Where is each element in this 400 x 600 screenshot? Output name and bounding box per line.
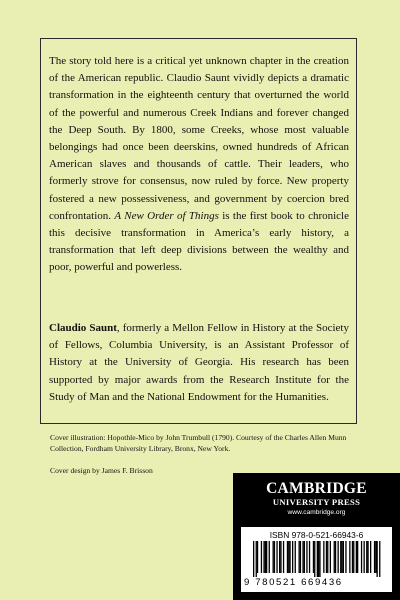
book-title-inline: A New Order of Things — [114, 209, 219, 222]
cover-design-credit: Cover design by James F. Brisson — [50, 466, 153, 475]
barcode-bar — [377, 541, 378, 577]
barcode-bar — [326, 541, 327, 573]
barcode-bar — [276, 541, 277, 573]
barcode-bar — [265, 541, 266, 573]
barcode-bar — [366, 541, 367, 573]
barcode-bar — [375, 541, 376, 573]
barcode-bar — [364, 541, 365, 573]
barcode-bar — [352, 541, 353, 573]
barcode-bar — [335, 541, 336, 573]
barcode-bar — [280, 541, 281, 573]
barcode-bar — [334, 541, 335, 573]
barcode-bar — [279, 541, 280, 573]
author-bio — [49, 320, 349, 406]
barcode-bar — [314, 541, 315, 577]
barcode-bar — [349, 541, 350, 573]
cover-illustration-credit: Cover illustration: Hopothle-Mico by John Trumbull (1790). Courtesy of the Charles Allen Munn Collection, Fordham University Library, Bronx, New York. — [50, 433, 347, 454]
description-text: The story told here is a critical yet unknown chapter in the creation of the American republic. Claudio Saunt vividly depicts a dramatic transformation in the eighteenth century that overturned the world of the powerful and numerous Creek Indians and forever changed the Deep South. By 1800, some Creeks, whose most valuable belongings had once been deerskins, owned hundreds of African American slaves and thousands of cattle. Their leaders, who formerly strove for consensus, now ruled by force. New property fostered a new possessiveness, and government by coercion bred confrontation. — [49, 55, 349, 222]
barcode-bar — [343, 541, 344, 573]
barcode-bar — [302, 541, 303, 573]
barcode-bar — [340, 541, 341, 573]
barcode-bar — [367, 541, 368, 573]
barcode-bar — [327, 541, 328, 573]
barcode-bar — [330, 541, 331, 573]
barcode-bar — [299, 541, 300, 573]
barcode-bar — [269, 541, 270, 573]
barcode-bar — [319, 541, 320, 577]
publisher-url: www.cambridge.org — [287, 509, 346, 516]
publisher-block — [233, 473, 400, 600]
barcode-bar — [306, 541, 307, 573]
barcode-bar — [253, 541, 254, 577]
barcode-bar — [341, 541, 342, 573]
barcode-bar — [309, 541, 310, 573]
barcode-bar — [361, 541, 362, 573]
barcode-bar — [379, 541, 380, 577]
author-name: Claudio Saunt — [49, 322, 117, 334]
barcode-bar — [274, 541, 275, 573]
publisher-subname: UNIVERSITY PRESS — [272, 497, 361, 507]
isbn-text: ISBN 978-0-521-66943-6 — [269, 530, 364, 540]
barcode-bar — [273, 541, 274, 573]
barcode-bar — [256, 541, 257, 577]
book-description — [49, 53, 349, 277]
barcode-bar — [357, 541, 358, 573]
barcode-bar — [288, 541, 289, 573]
barcode-bar — [304, 541, 305, 573]
barcode-bar — [300, 541, 301, 573]
barcode-bar — [295, 541, 296, 573]
barcode-bar — [292, 541, 293, 573]
publisher-name: CAMBRIDGE — [266, 480, 367, 497]
barcode-bar — [257, 541, 258, 573]
barcode-bar — [287, 541, 288, 573]
barcode-bar — [261, 541, 262, 573]
barcode-bar — [356, 541, 357, 573]
barcode-bar — [283, 541, 284, 573]
barcode-bar — [318, 541, 319, 577]
barcode-bar — [323, 541, 324, 573]
barcode-bar — [353, 541, 354, 573]
barcode-bar — [370, 541, 371, 573]
barcode-bar — [317, 541, 318, 577]
barcode-panel — [241, 527, 392, 592]
barcode-bar — [313, 541, 314, 573]
description-text-continued: is the first book to chronicle this decisive transformation in America’s early history, a transformation that left deep divisions between the wealthy and poor, powerful and powerless. — [49, 209, 349, 274]
barcode-bar — [338, 541, 339, 573]
barcode-bar — [289, 541, 290, 573]
barcode-bar — [374, 541, 375, 573]
barcode-bar — [345, 541, 346, 573]
barcode-icon — [253, 541, 381, 577]
author-bio-text: , formerly a Mellon Fellow in History at the Society of Fellows, Columbia University, is an Assistant Professor of History at the University of Georgia. His research has been supported by major awards from the Research Institute for the Study of Man and the National Endowment for the Humanities. — [49, 322, 349, 403]
barcode-digits: 9 780521 669436 — [244, 577, 343, 588]
barcode-bar — [266, 541, 267, 573]
barcode-bar — [263, 541, 264, 573]
